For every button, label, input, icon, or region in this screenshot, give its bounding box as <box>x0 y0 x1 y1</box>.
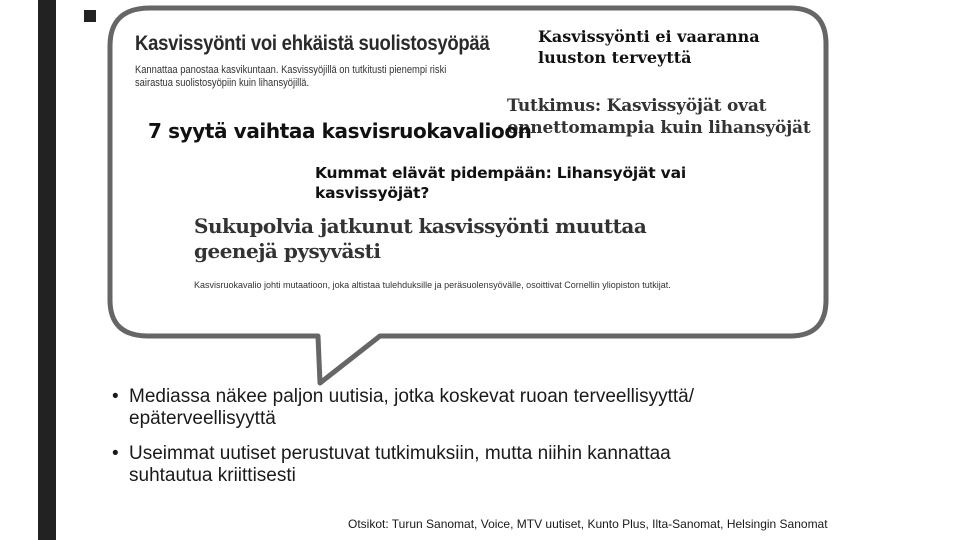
headline-genes-change <box>194 214 646 264</box>
bullet-marker: • <box>112 443 119 464</box>
headline-line: kasvissyöjät? <box>315 184 430 202</box>
bullet-line: Useimmat uutiset perustuvat tutkimuksiin, mutta niihin kannattaa <box>129 443 671 464</box>
headline-genes-change-lead: Kasvisruokavalio johti mutaatioon, joka altistaa tulehduksille ja peräsuolensyövälle, osoittivat Cornellin yliopiston tutkijat. <box>194 280 671 290</box>
sources-credit: Otsikot: Turun Sanomat, Voice, MTV uutiset, Kunto Plus, Ilta-Sanomat, Helsingin Sanomat <box>348 517 828 531</box>
headline-line: Tutkimus: Kasvissyöjät ovat <box>507 96 767 116</box>
bullet-item <box>112 386 912 430</box>
headline-line: geenejä pysyvästi <box>194 239 381 263</box>
headline-bowel-cancer-lead <box>135 64 446 90</box>
lead-line: Kannattaa panostaa kasvikuntaan. Kasvissyöjillä on tutkitusti pienempi riski <box>135 64 447 76</box>
headline-line: Kasvissyönti ei vaaranna <box>538 27 760 46</box>
headline-line: onnettomampia kuin lihansyöjät <box>507 118 811 138</box>
bullet-line: suhtautua kriittisesti <box>129 465 296 486</box>
bullet-marker: • <box>112 386 119 407</box>
bullet-item <box>112 443 912 487</box>
headline-unhappier-vegetarians <box>507 95 811 139</box>
headline-line: Kummat elävät pidempään: Lihansyöjät vai <box>315 164 686 182</box>
headline-bowel-cancer: Kasvissyönti voi ehkäistä suolistosyöpää <box>135 31 490 55</box>
headline-bone-health <box>538 26 760 68</box>
headline-seven-reasons: 7 syytä vaihtaa kasvisruokavalioon <box>148 119 532 143</box>
headline-line: Sukupolvia jatkunut kasvissyönti muuttaa <box>194 214 647 238</box>
bullet-line: epäterveellisyyttä <box>129 408 276 429</box>
bullet-list <box>112 386 912 500</box>
lead-line: sairastua suolistosyöpiin kuin lihansyöjillä. <box>135 77 310 89</box>
headline-who-lives-longer <box>315 163 686 203</box>
bullet-line: Mediassa näkee paljon uutisia, jotka koskevat ruoan terveellisyyttä/ <box>129 386 695 407</box>
headline-line: luuston terveyttä <box>538 48 692 67</box>
